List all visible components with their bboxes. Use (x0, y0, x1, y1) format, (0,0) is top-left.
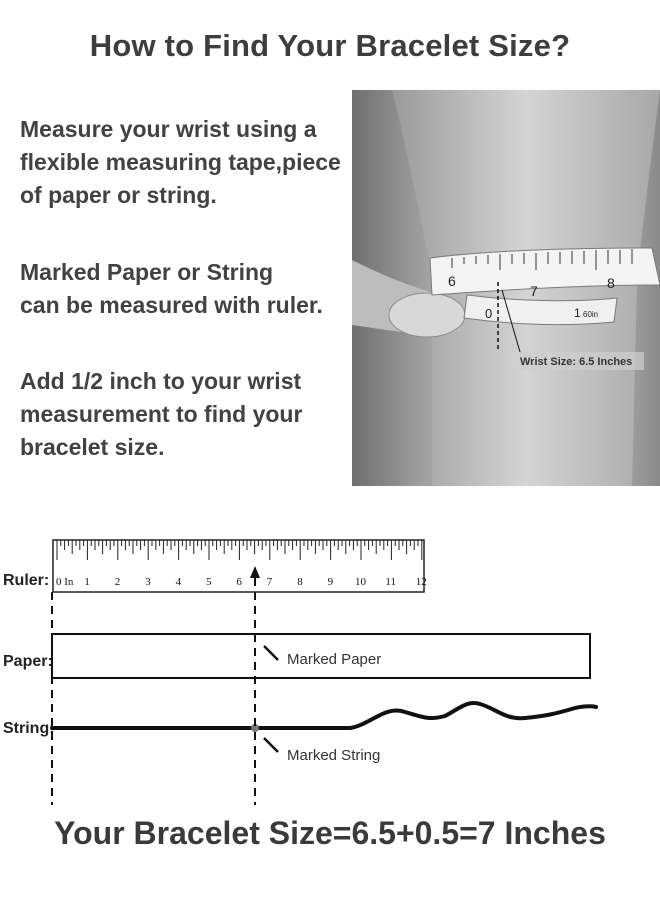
string-line (52, 703, 596, 728)
instruction-add-half-inch (20, 365, 350, 464)
ruler-number: 1 (84, 576, 90, 588)
ruler-number: 3 (145, 576, 151, 588)
marked-paper-label: Marked Paper (287, 651, 382, 668)
instruction-line: of paper or string. (20, 182, 217, 208)
tape-number-6: 6 (448, 273, 456, 289)
bracelet-size-formula: Your Bracelet Size=6.5+0.5=7 Inches (54, 815, 606, 851)
thumbnail (389, 293, 465, 337)
tape-unit-60in: 60in (583, 310, 599, 319)
ruler-number: 4 (175, 576, 182, 588)
ruler-zero-label: 0 In (56, 576, 74, 588)
ruler-number: 8 (297, 576, 303, 588)
tape-number-0: 0 (485, 306, 493, 321)
instruction-line: bracelet size. (20, 434, 165, 460)
instruction-line: flexible measuring tape,piece (20, 149, 341, 175)
instruction-line: Add 1/2 inch to your wrist (20, 368, 302, 394)
ruler-number: 5 (206, 576, 212, 588)
ruler-number: 9 (327, 576, 334, 588)
page-title: How to Find Your Bracelet Size? (89, 28, 571, 63)
tape-number-8: 8 (607, 275, 615, 291)
marked-string-label: Marked String (287, 747, 381, 764)
instruction-line: Marked Paper or String (20, 259, 274, 285)
instruction-line: Measure your wrist using a (20, 116, 317, 142)
measurement-diagram (0, 520, 660, 820)
instruction-line: can be measured with ruler. (20, 292, 323, 318)
ruler-number: 10 (355, 576, 366, 588)
ruler-number: 7 (266, 576, 273, 588)
instruction-measure-wrist (20, 113, 350, 212)
wrist-measurement-photo (352, 90, 660, 486)
tape-number-7: 7 (530, 283, 538, 299)
paper-label: Paper: (3, 653, 53, 670)
ruler-number: 11 (385, 576, 396, 588)
instruction-use-ruler (20, 256, 350, 322)
ruler-number: 12 (415, 576, 427, 588)
wrist-size-label: Wrist Size: 6.5 Inches (520, 356, 633, 368)
marked-string-pointer (264, 738, 278, 752)
string-label: String: (3, 720, 55, 737)
ruler-label: Ruler: (3, 572, 50, 589)
ruler-number: 2 (114, 576, 121, 588)
ruler-number: 6 (236, 576, 242, 588)
instruction-line: measurement to find your (20, 401, 303, 427)
tape-number-1: 1 (574, 306, 581, 320)
